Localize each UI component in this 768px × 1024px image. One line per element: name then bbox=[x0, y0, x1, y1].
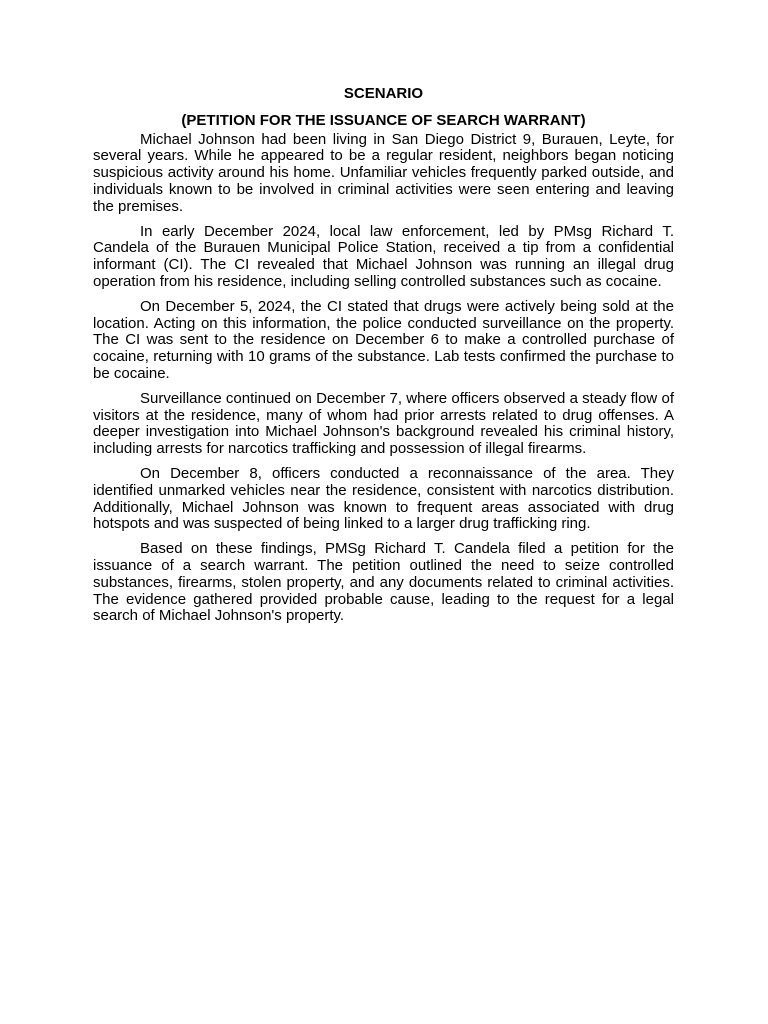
paragraph-informant-tip: In early December 2024, local law enforcement, led by PMsg Richard T. Candela of the Burauen Municipal Police Station, received a tip from a confidential informant (CI). The CI revealed that Michael Johnson was running an illegal drug operation from his residence, including selling controlled substances such as cocaine. bbox=[93, 222, 674, 290]
paragraph-controlled-purchase: On December 5, 2024, the CI stated that drugs were actively being sold at the location. Acting on this information, the police conducted surveillance on the property. The CI was sent to the residence on December 6 to make a controlled purchase of cocaine, returning with 10 grams of the substance. Lab tests confirmed the purchase to be cocaine. bbox=[93, 297, 674, 382]
paragraph-background: Michael Johnson had been living in San Diego District 9, Burauen, Leyte, for several years. While he appeared to be a regular resident, neighbors began noticing suspicious activity around his home. Unfamiliar vehicles frequently parked outside, and individuals known to be involved in criminal activities were seen entering and leaving the premises. bbox=[93, 130, 674, 215]
document-title: SCENARIO bbox=[343, 85, 424, 102]
paragraph-surveillance: Surveillance continued on December 7, where officers observed a steady flow of visitors at the residence, many of whom had prior arrests related to drug offenses. A deeper investigation into Michael Johnson's background revealed his criminal history, including arrests for narcotics trafficking and possession of illegal firearms. bbox=[93, 389, 674, 458]
document-page bbox=[93, 86, 674, 633]
paragraph-petition-filed: Based on these findings, PMSg Richard T. Candela filed a petition for the issuance of a search warrant. The petition outlined the need to seize controlled substances, firearms, stolen property, and any documents related to criminal activities. The evidence gathered provided probable cause, leading to the request for a legal search of Michael Johnson's property. bbox=[93, 540, 674, 625]
document-subtitle: (PETITION FOR THE ISSUANCE OF SEARCH WARRANT) bbox=[181, 111, 586, 129]
paragraph-reconnaissance: On December 8, officers conducted a reconnaissance of the area. They identified unmarked vehicles near the residence, consistent with narcotics distribution. Additionally, Michael Johnson was known to frequent areas associated with drug hotspots and was suspected of being linked to a larger drug trafficking ring. bbox=[93, 464, 674, 533]
